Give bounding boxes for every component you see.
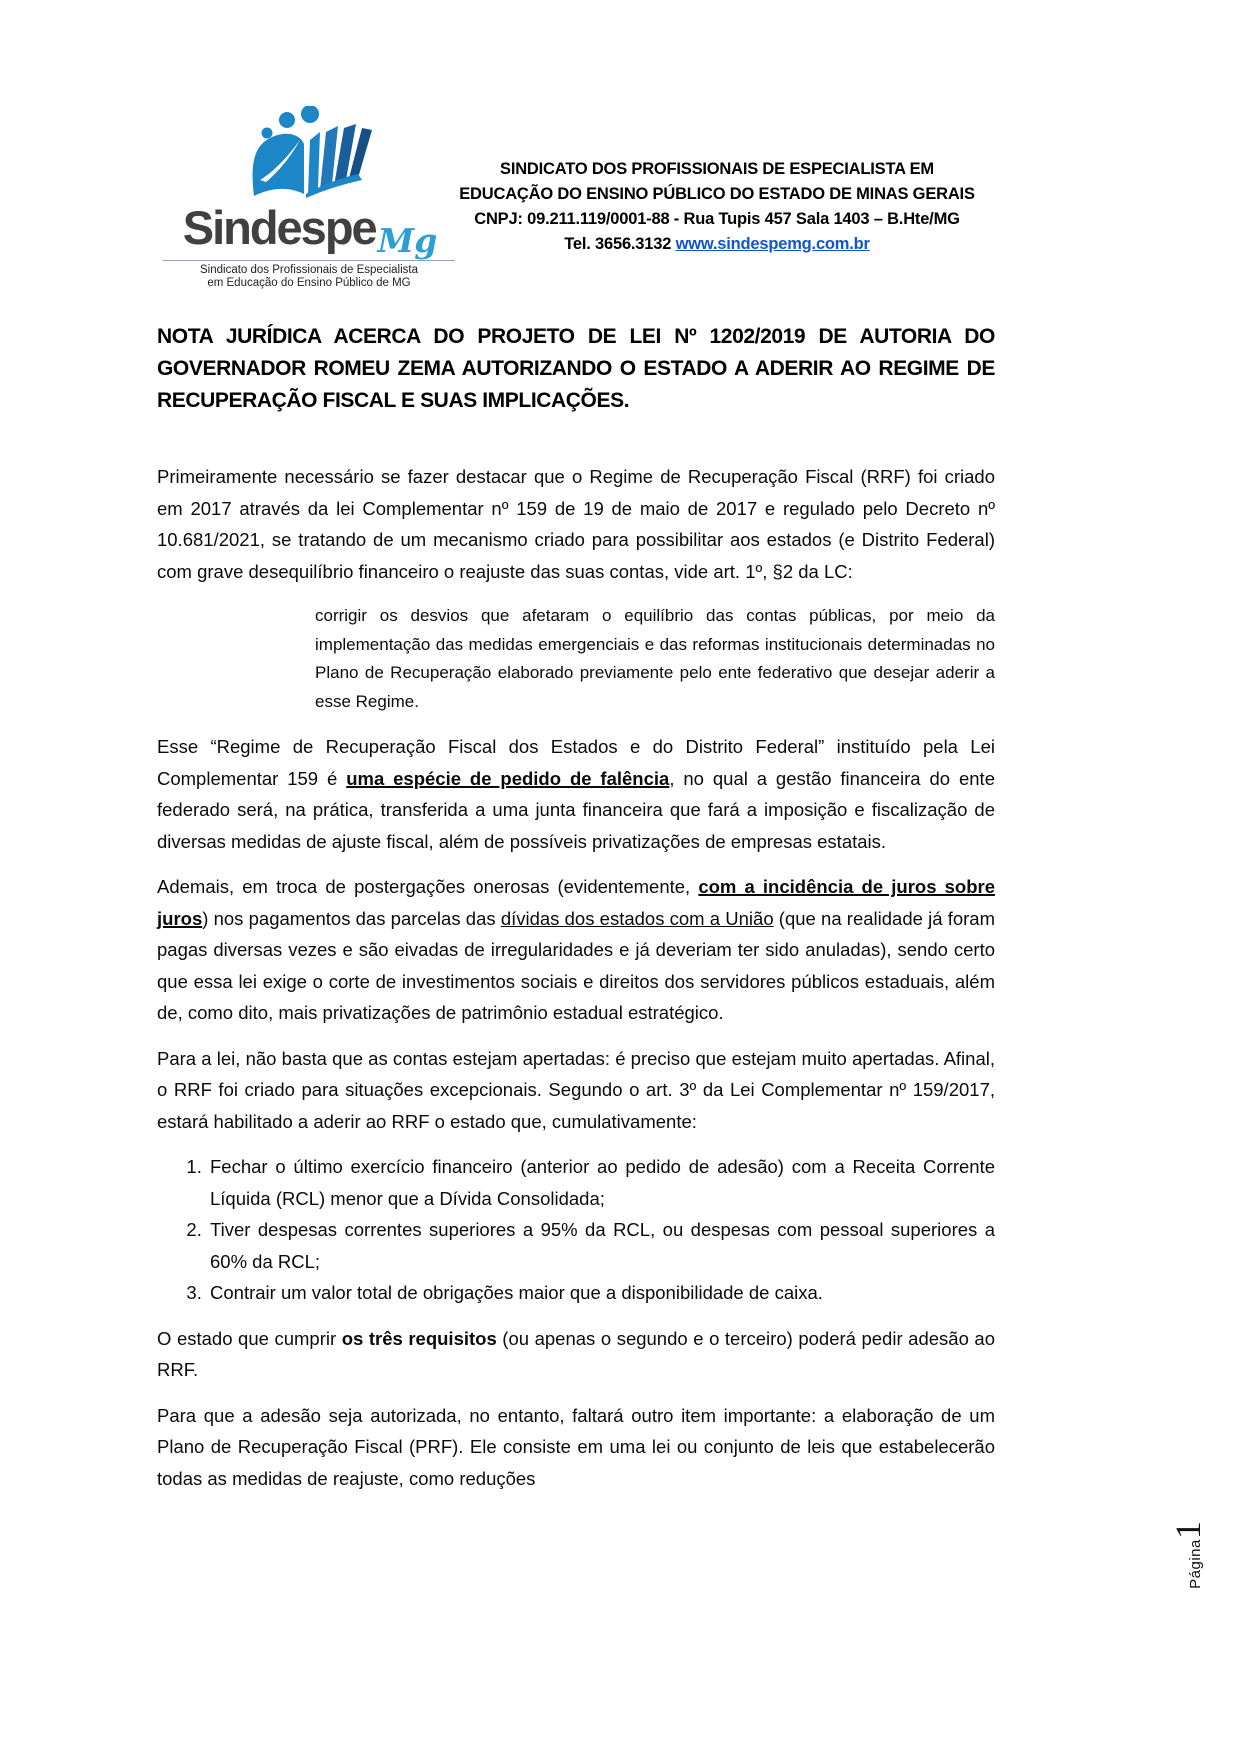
logo-subtitle: [163, 260, 455, 290]
legal-quote-block: corrigir os desvios que afetaram o equilíbrio das contas públicas, por meio da implementação das medidas emergenciais e das reformas institucionais determinadas no Plano de Recuperação elaborado previamente pelo ente federativo que desejar aderir a esse Regime.: [315, 606, 995, 711]
logo-wordmark: [163, 201, 455, 260]
requirements-list: [157, 1151, 995, 1309]
logo-subtitle-line2: em Educação do Ensino Público de MG: [207, 277, 411, 289]
paragraph: Para a lei, não basta que as contas estejam apertadas: é preciso que estejam muito apertadas. Afinal, o RRF foi criado para situações excepcionais. Segundo o art. 3º da Lei Complementar nº 159/2017, estará habilitado a aderir ao RRF o estado que, cumulativamente:: [157, 1047, 995, 1132]
page-number: [1170, 1490, 1210, 1620]
paragraph: Primeiramente necessário se fazer destacar que o Regime de Recuperação Fiscal (RRF) foi criado em 2017 através da lei Complementar nº 159 de 19 de maio de 2017 e regulado pelo Decreto nº 10.681/2021, se tratando de um mecanismo criado para possibilitar aos estados (e Distrito Federal) com grave desequilíbrio financeiro o reajuste das suas contas, vide art. 1º, §2 da LC:: [157, 466, 995, 582]
document-title: NOTA JURÍDICA ACERCA DO PROJETO DE LEI Nº 1202/2019 DE AUTORIA DO GOVERNADOR ROMEU ZEMA AUTORIZANDO O ESTADO A ADERIR AO REGIME DE RECUPERAÇÃO FISCAL E SUAS IMPLICAÇÕES.: [157, 325, 995, 412]
paragraph: Ademais, em troca de postergações onerosas (evidentemente, com a incidência de juros sobre juros) nos pagamentos das parcelas das dívidas dos estados com a União (que na realidade já foram pagas diversas vezes e são eivadas de irregularidades e já deveriam ter sido anuladas), sendo certo que essa lei exige o corte de investimentos sociais e direitos dos servidores públicos estaduais, além de, como dito, mais privatizações de patrimônio estadual estratégico.: [157, 876, 995, 1023]
logo-name-text: Sindespe: [182, 201, 376, 254]
paragraph: Para que a adesão seja autorizada, no entanto, faltará outro item importante: a elaboração de um Plano de Recuperação Fiscal (PRF). Ele consiste em uma lei ou conjunto de leis que estabelecerão todas as medidas de reajuste, como reduções: [157, 1404, 995, 1489]
org-contact-line: [428, 232, 1006, 257]
logo-mg-suffix: Mg: [377, 221, 438, 260]
page-number-value: 1: [1168, 1521, 1208, 1540]
paragraph: Esse “Regime de Recuperação Fiscal dos Estados e do Distrito Federal” instituído pela Lei Complementar 159 é uma espécie de pedido de falência, no qual a gestão financeira do ente federado será, na prática, transferida a uma junta financeira que fará a imposição e fiscalização de diversas medidas de ajuste fiscal, além de possíveis privatizações de empresas estatais.: [157, 736, 995, 852]
org-header: [428, 157, 1006, 257]
document-body: [157, 461, 995, 1508]
sindespe-logo: [163, 106, 455, 290]
requirement-item: 1. Fechar o último exercício financeiro (anterior ao pedido de adesão) com a Receita Corrente Líquida (RCL) menor que a Dívida Consolidada;: [207, 1151, 995, 1214]
org-address-line: CNPJ: 09.211.119/0001-88 - Rua Tupis 457 Sala 1403 – B.Hte/MG: [474, 210, 960, 228]
org-name-line2: EDUCAÇÃO DO ENSINO PÚBLICO DO ESTADO DE MINAS GERAIS: [459, 185, 975, 203]
paragraph: O estado que cumprir os três requisitos (ou apenas o segundo e o terceiro) poderá pedir adesão ao RRF.: [157, 1327, 996, 1380]
org-name-line1: SINDICATO DOS PROFISSIONAIS DE ESPECIALISTA EM: [500, 160, 934, 178]
requirement-item: 3. Contrair um valor total de obrigações maior que a disponibilidade de caixa.: [207, 1277, 995, 1309]
page-number-label: Página: [1187, 1539, 1204, 1589]
open-book-icon: [240, 106, 378, 202]
org-phone: Tel. 3656.3132: [564, 235, 676, 253]
website-link[interactable]: www.sindespemg.com.br: [675, 235, 870, 253]
logo-subtitle-line1: Sindicato dos Profissionais de Especialista: [200, 264, 418, 276]
requirement-item: 2. Tiver despesas correntes superiores a 95% da RCL, ou despesas com pessoal superiores a 60% da RCL;: [207, 1214, 995, 1277]
